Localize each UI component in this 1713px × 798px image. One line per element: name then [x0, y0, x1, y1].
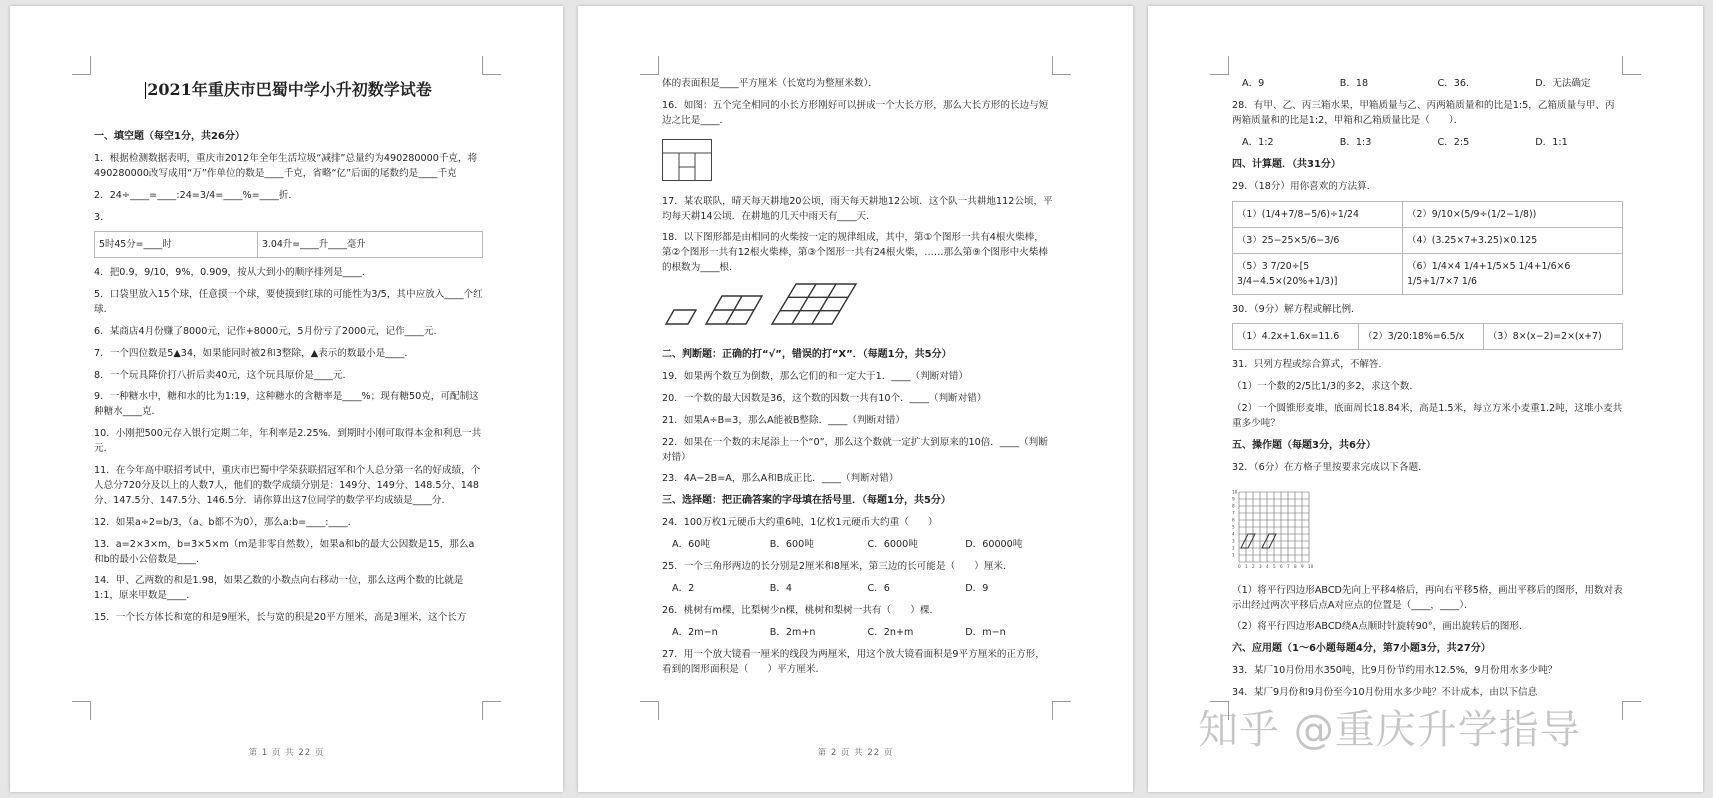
crop-mark	[72, 701, 91, 720]
question-30: 30．（9分）解方程或解比例．	[1232, 303, 1361, 315]
question-32-part-2: （2）将平行四边形ABCD绕A点顺时针旋转90°，画出旋转后的图形．	[1232, 621, 1529, 633]
question-17: 17．某农联队，晴天每天耕地20公顷，雨天每天耕地12公顷．这个队一共耕地112公顷，平均每天耕14公顷．在耕地的几天中雨天有____天．	[662, 195, 1053, 222]
question-34-partial: 34．某厂9月份和9月份至今10月份用水多少吨？不计成本，由以下信息	[1232, 686, 1538, 698]
question-25: 25．一个三角形两边的长分别是2厘米和8厘米，第三边的长可能是（ ）厘米．	[662, 560, 1013, 572]
question-9: 9．一种糖水中，糖和水的比为1:19，这种糖水的含糖率是____%；现有糖50克，可配制这种糖水____克．	[94, 391, 479, 418]
document-page-2	[578, 6, 1133, 792]
question-29: 29．（18分）用你喜欢的方法算．	[1232, 180, 1377, 192]
option: B．4	[769, 582, 793, 594]
grid-x-label: 6	[1280, 563, 1283, 569]
document-title[interactable]	[94, 82, 483, 99]
question-15-continued: 体的表面积是____平方厘米（长宽均为整厘米数）．	[662, 78, 878, 89]
option: B．18	[1339, 78, 1369, 89]
question-2: 2．24÷____=____:24=3/4=____%=____折．	[94, 189, 299, 201]
crop-mark	[482, 56, 501, 75]
question-20: 20．一个数的最大因数是36，这个数的因数一共有10个．____（判断对错）	[662, 392, 987, 404]
option: A．60吨	[672, 538, 710, 550]
crop-mark	[1052, 701, 1071, 720]
section-heading: 三、选择题：把正确答案的字母填在括号里．（每题1分，共5分）	[662, 495, 951, 507]
option: C．6000吨	[867, 538, 918, 550]
grid-y-label: 10	[1232, 489, 1238, 495]
question-26: 26．桃树有m棵，比梨树少n棵，桃树和梨树一共有（ ）棵．	[662, 604, 940, 616]
question-10: 10．小刚把500元存入银行定期二年，年利率是2.25%．到期时小刚可取得本金和利息一共元．	[94, 428, 482, 455]
question-19: 19．如果两个数互为倒数，那么它们的和一定大于1．____（判断对错）	[662, 371, 969, 383]
grid-y-label: 7	[1232, 510, 1235, 516]
crop-mark	[640, 56, 659, 75]
question-1: 1．根据检测数据表明，重庆市2012年全年生活垃圾“减排”总量约为490280000千克，将490280000改写成用“万”作单位的数是____千克，省略“亿”后面的尾数约是____千克	[94, 153, 478, 179]
table-cell: （6）1/4×4 1/4+1/5×5 1/4+1/6×6 1/5+1/7×7 1/6	[1403, 253, 1623, 294]
crop-mark	[1622, 56, 1641, 75]
crop-mark	[482, 701, 501, 720]
options-row	[1232, 76, 1623, 91]
question-11: 11．在今年高中联招考试中，重庆市巴蜀中学荣获联招冠军和个人总分第一名的好成绩，个人总分720分及以上的人数7人，他们的数学成绩分别是：149分、149分、148.5分、148分、147.5分、147.5分、146.5分．请你算出这7位同学的数学平均成绩是____分．	[94, 464, 481, 506]
document-page-1	[10, 6, 563, 792]
grid-y-label: 5	[1232, 524, 1235, 530]
question-31: 31．只列方程或综合算式，不解答．	[1232, 359, 1389, 371]
options-row	[662, 537, 1053, 552]
grid-x-label: 8	[1294, 563, 1297, 569]
zhihu-watermark: 知乎 @重庆升学指导	[1198, 707, 1581, 753]
grid-y-label: 2	[1232, 545, 1235, 551]
grid-x-label: 4	[1266, 563, 1269, 569]
table-cell: （2）9/10×(5/9÷(1/2−1/8))	[1403, 201, 1623, 227]
question-6: 6．某商店4月份赚了8000元，记作+8000元，5月份亏了2000元，记作____元．	[94, 325, 444, 337]
options-row	[1232, 135, 1623, 150]
grid-x-label: 9	[1301, 563, 1304, 569]
option: B．1:3	[1339, 136, 1372, 148]
section-heading: 四、计算题．（共31分）	[1232, 158, 1341, 170]
grid-x-label: 3	[1259, 563, 1262, 569]
question-23: 23．4A−2B=A，那么A和B成正比．____（判断对错）	[662, 473, 899, 485]
grid-y-label: 3	[1232, 538, 1235, 544]
question-30-table	[1232, 323, 1623, 350]
option: C．6	[867, 582, 890, 594]
option: C．36．	[1437, 78, 1476, 89]
option: B．600吨	[769, 538, 814, 550]
question-31-part-1: （1）一个数的2/5比1/3的多2，求这个数．	[1232, 381, 1419, 393]
question-27: 27．用一个放大镜看一厘米的线段为两厘米，用这个放大镜看面积是9平方厘米的正方形，看到的图形面积是（ ）平方厘米．	[662, 648, 1045, 675]
grid-y-label: 6	[1232, 517, 1235, 523]
options-row	[662, 625, 1053, 640]
document-page-3	[1148, 6, 1703, 792]
question-3: 3．	[94, 211, 110, 223]
section-heading: 五、操作题（每题3分，共6分）	[1232, 439, 1376, 451]
table-cell: （3）25−25×5/6−3/6	[1233, 227, 1403, 253]
option: C．2n+m	[867, 626, 914, 638]
question-21: 21．如果A÷B=3，那么A能被B整除．____（判断对错）	[662, 414, 905, 426]
question-13: 13．a=2×3×m，b=3×5×m（m是非零自然数），如果a和b的最大公因数是15，那么a和b的最小公倍数是____．	[94, 538, 475, 565]
option: D．无法确定	[1535, 78, 1591, 89]
table-cell: （1）(1/4+7/8−5/6)÷1/24	[1233, 201, 1403, 227]
question-32: 32．（6分）在方格子里按要求完成以下各题．	[1232, 461, 1428, 473]
option: A．1:2	[1242, 136, 1274, 148]
question-5: 5．口袋里放入15个球，任意摸一个球，要使摸到红球的可能性为3/5，其中应放入____个红球．	[94, 289, 483, 316]
table-cell: 5时45分=____时	[95, 232, 258, 258]
question-22: 22．如果在一个数的末尾添上一个“0”，那么这个数就一定扩大到原来的10倍．____（判断对错）	[662, 436, 1048, 463]
section-heading: 二、判断题：正确的打“√”，错误的打“X”．（每题1分，共5分）	[662, 349, 952, 361]
table-cell: （2）3/20:18%=6.5/x	[1359, 324, 1484, 350]
question-32-part-1: （1）将平行四边形ABCD先向上平移4格后，再向右平移5格，画出平移后的图形，用数对表示出经过两次平移后点A对应点的位置是（____，____）．	[1232, 584, 1623, 611]
crop-mark	[1622, 701, 1641, 720]
question-4: 4．把0.9，9/10，9%，0.909，按从大到小的顺序排列是____．	[94, 267, 372, 279]
grid-x-label: 10	[1308, 563, 1314, 569]
page-footer: 第 1 页 共 22 页	[248, 748, 325, 758]
option: A．2	[672, 582, 695, 594]
table-cell: （5）3 7/20÷[5 3/4−4.5×(20%+1/3)]	[1233, 253, 1403, 294]
crop-mark	[1052, 56, 1071, 75]
option: A．9	[1242, 78, 1265, 89]
grid-y-label: 1	[1232, 552, 1235, 558]
table-cell: （4）(3.25×7+3.25)×0.125	[1403, 227, 1623, 253]
question-16: 16．如图：五个完全相同的小长方形刚好可以拼成一个大长方形，那么大长方形的长边与短边之比是____．	[662, 99, 1049, 126]
title-text: 2021年重庆市巴蜀中学小升初数学试卷	[147, 80, 432, 99]
crop-mark	[640, 701, 659, 720]
option: D．m−n	[965, 626, 1006, 638]
table-cell: （3）8×(x−2)=2×(x+7)	[1484, 324, 1623, 350]
question-12: 12．如果a÷2=b/3，（a、b都不为0），那么a:b=____:____．	[94, 516, 358, 528]
page-footer: 第 2 页 共 22 页	[817, 748, 894, 758]
table-cell: 3.04升=____升____毫升	[257, 232, 482, 258]
rectangle-puzzle-figure	[662, 139, 712, 181]
question-24: 24．100万枚1元硬币大约重6吨，1亿枚1元硬币大约重（ ）	[662, 517, 938, 529]
option: D．60000吨	[965, 538, 1023, 550]
section-heading: 一、填空题（每空1分，共26分）	[94, 131, 245, 142]
grid-x-label: 5	[1273, 563, 1276, 569]
question-7: 7．一个四位数是5▲34，如果能同时被2和3整除，▲表示的数最小是____．	[94, 347, 415, 359]
question-28: 28．有甲、乙、丙三箱水果，甲箱质量与乙、丙两箱质量和的比是1:5，乙箱质量与甲、丙两箱质量和的比是1:2，甲箱和乙箱质量比是（ ）．	[1232, 100, 1615, 126]
grid-x-label: 1	[1245, 563, 1248, 569]
option: C．2:5	[1437, 136, 1470, 148]
section-heading: 六、应用题（1～6小题每题4分，第7小题3分，共27分）	[1232, 643, 1491, 655]
question-14: 14．甲、乙两数的和是1.98，如果乙数的小数点向右移动一位，那么这两个数的比就是1:1，原来甲数是____．	[94, 575, 464, 602]
grid-x-label: 2	[1252, 563, 1255, 569]
option: A．2m−n	[672, 626, 718, 638]
question-8: 8．一个玩具降价打八折后卖40元，这个玩具原价是____元．	[94, 369, 353, 381]
grid-y-label: 4	[1232, 531, 1235, 537]
option: D．9	[965, 582, 989, 594]
question-3-table	[94, 231, 483, 258]
grid-x-label: 0	[1238, 563, 1241, 569]
option: B．2m+n	[769, 626, 816, 638]
question-31-part-2: （2）一个圆锥形麦堆，底面周长18.84米，高是1.5米，每立方米小麦重1.2吨，这堆小麦共重多少吨？	[1232, 402, 1623, 429]
question-29-table	[1232, 201, 1623, 295]
grid-y-label: 8	[1232, 503, 1235, 509]
grid-y-label: 9	[1232, 496, 1235, 502]
option: D．1:1	[1535, 136, 1568, 148]
crop-mark	[72, 56, 91, 75]
coordinate-grid-figure	[1232, 486, 1312, 570]
crop-mark	[1210, 56, 1229, 75]
matchstick-pattern-figure	[662, 282, 872, 328]
table-cell: （1）4.2x+1.6x=11.6	[1233, 324, 1359, 350]
options-row	[662, 581, 1053, 596]
question-18: 18．以下图形都是由相同的火柴按一定的规律组成，其中，第①个图形一共有4根火柴棒，第②个图形一共有12根火柴棒，第③个图形一共有24根火柴，……那么第⑨个图形中火柴棒的根数为____根．	[662, 232, 1048, 274]
grid-x-label: 7	[1287, 563, 1290, 569]
question-33: 33．某厂10月份用水350吨，比9月份节约用水12.5%，9月份用水多少吨？	[1232, 665, 1558, 677]
question-15: 15．一个长方体长和宽的和是9厘米，长与宽的积是20平方厘米，高是3厘米，这个长方	[94, 612, 467, 624]
